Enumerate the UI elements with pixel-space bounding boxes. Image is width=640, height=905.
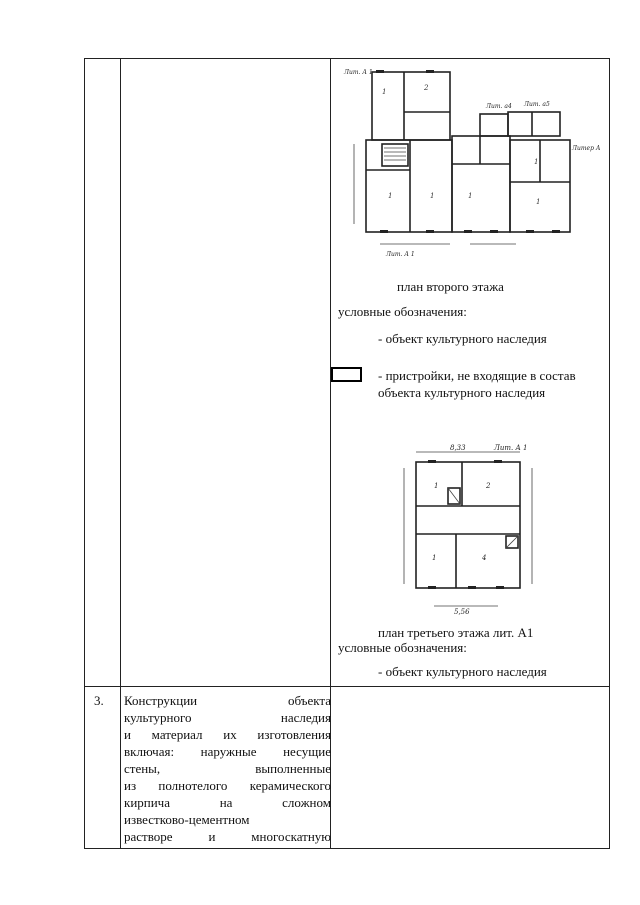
svg-text:1: 1 bbox=[434, 482, 439, 490]
table-col-divider-1 bbox=[120, 58, 121, 848]
label-lit-a1-bottom: Лит. А 1 bbox=[386, 251, 415, 258]
plan3-dim-bottom: 5,56 bbox=[454, 608, 470, 616]
table-top-border bbox=[84, 58, 610, 59]
row3-line-4: включая: наружные несущие bbox=[124, 744, 331, 759]
svg-text:1: 1 bbox=[536, 198, 541, 206]
legend-title-2: условные обозначения: bbox=[338, 640, 467, 655]
label-lit-a4: Лит. а4 bbox=[486, 103, 512, 110]
row3-line-9: растворе и многоскатную bbox=[124, 829, 331, 844]
row-number-3: 3. bbox=[94, 693, 104, 708]
table-right-border bbox=[609, 58, 610, 848]
svg-text:1: 1 bbox=[432, 554, 437, 562]
annex-legend-swatch bbox=[331, 367, 362, 382]
legend-annex-item-line2: объекта культурного наследия bbox=[378, 385, 546, 400]
svg-text:1: 1 bbox=[534, 158, 539, 166]
row3-line-6: из полнотелого керамического bbox=[124, 778, 331, 793]
row3-line-8: известково-цементном bbox=[124, 812, 250, 827]
legend-annex-item-line1: - пристройки, не входящие в состав bbox=[378, 368, 576, 383]
table-bottom-border bbox=[84, 848, 610, 849]
row3-line-1: Конструкции объекта bbox=[124, 693, 331, 708]
table-row-divider bbox=[84, 686, 610, 687]
svg-text:1: 1 bbox=[382, 88, 387, 96]
row3-line-7: кирпича на сложном bbox=[124, 795, 331, 810]
svg-text:1: 1 bbox=[468, 192, 473, 200]
legend-heritage-item-1: - объект культурного наследия bbox=[378, 331, 547, 346]
label-lit-a1-top: Лит. А 1 bbox=[344, 69, 373, 76]
second-floor-plan-drawing bbox=[340, 64, 602, 264]
svg-text:1: 1 bbox=[388, 192, 393, 200]
svg-text:1: 1 bbox=[430, 192, 435, 200]
svg-text:2: 2 bbox=[486, 482, 491, 490]
floor2-plan-title: план второго этажа bbox=[397, 279, 504, 294]
third-floor-plan-drawing bbox=[398, 438, 538, 618]
svg-text:4: 4 bbox=[482, 554, 487, 562]
label-litera-a: Литер А bbox=[572, 145, 601, 152]
table-left-border bbox=[84, 58, 85, 848]
plan3-dim-top: 8,33 bbox=[450, 444, 466, 452]
row3-line-2: культурного наследия bbox=[124, 710, 331, 725]
svg-text:2: 2 bbox=[424, 84, 429, 92]
legend-heritage-item-2: - объект культурного наследия bbox=[378, 664, 547, 679]
label-lit-a5: Лит. а5 bbox=[524, 101, 550, 108]
floor3-plan-title: план третьего этажа лит. А1 bbox=[378, 625, 534, 640]
legend-title-1: условные обозначения: bbox=[338, 304, 467, 319]
row3-line-3: и материал их изготовления bbox=[124, 727, 331, 742]
plan3-label-lit-a1: Лит. А 1 bbox=[494, 444, 528, 452]
row3-line-5: стены, выполненные bbox=[124, 761, 331, 776]
